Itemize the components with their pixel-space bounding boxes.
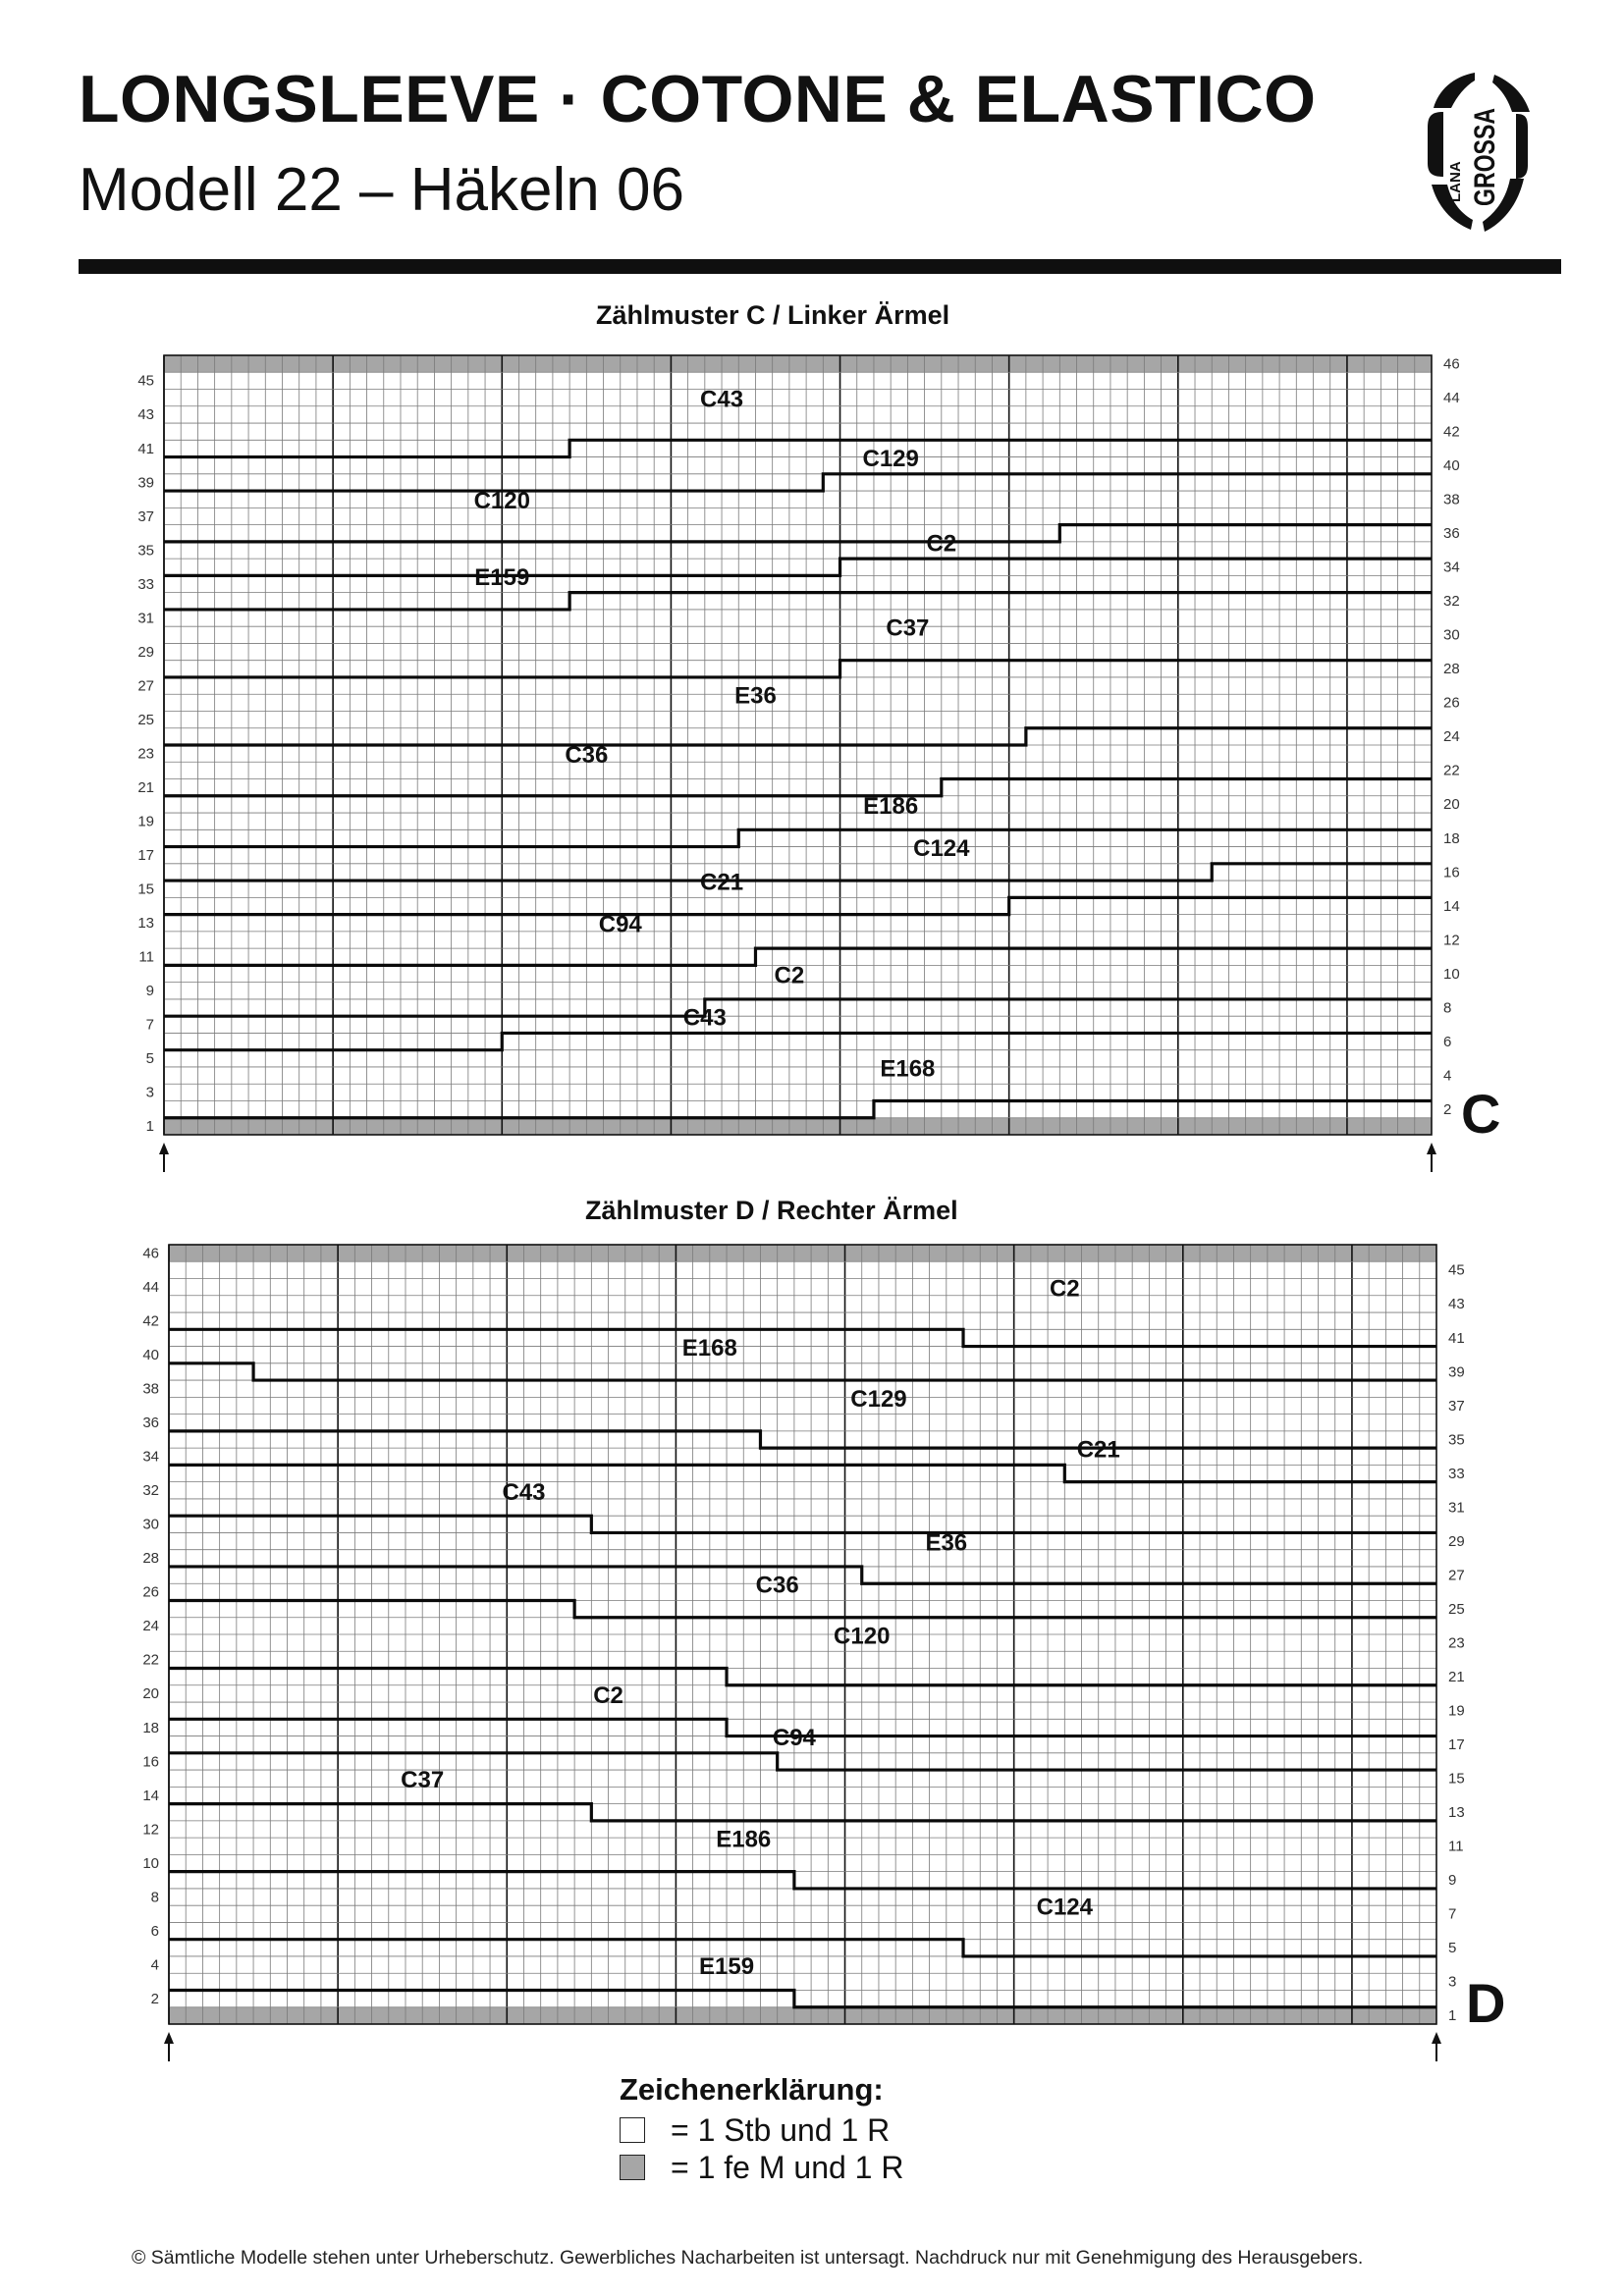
stripe-boundary-e159	[169, 1990, 1436, 2006]
row-number: 28	[1443, 661, 1460, 678]
row-number: 6	[150, 1922, 159, 1940]
stripe-boundary-e159	[164, 593, 1432, 610]
row-number: 5	[1448, 1940, 1457, 1957]
row-number: 26	[1443, 694, 1460, 712]
row-number: 4	[1443, 1067, 1452, 1085]
row-number: 14	[1443, 897, 1460, 915]
stripe-boundary-c37	[169, 1804, 1436, 1821]
stripe-boundary-c21	[164, 897, 1432, 914]
row-number: 32	[1443, 593, 1460, 611]
row-number: 46	[1443, 355, 1460, 373]
stripe-boundary-c129	[164, 474, 1432, 491]
row-number: 1	[145, 1118, 154, 1136]
row-number: 31	[137, 610, 154, 627]
stripe-label: E159	[474, 563, 530, 591]
copyright-footer: © Sämtliche Modelle stehen unter Urheberschutz. Gewerbliches Nacharbeiten ist untersagt. Nachdruck nur mit Genehmigung des Herausgebers.	[132, 2247, 1364, 2269]
stripe-boundary-c124	[169, 1940, 1436, 1956]
stripe-label: C43	[682, 1004, 727, 1032]
row-number: 2	[1443, 1100, 1452, 1118]
row-number: 30	[142, 1516, 159, 1533]
row-number: 9	[1448, 1872, 1457, 1890]
stripe-boundary-c43	[169, 1516, 1436, 1532]
stripe-label: C129	[862, 446, 919, 473]
stripe-boundary-c43	[164, 440, 1432, 456]
row-number: 37	[1448, 1397, 1465, 1415]
row-number: 36	[142, 1415, 159, 1432]
stripe-label: E159	[699, 1953, 755, 1981]
row-number: 15	[1448, 1770, 1465, 1788]
row-number: 42	[1443, 423, 1460, 441]
row-number: 30	[1443, 626, 1460, 644]
chart-c-heading: Zählmuster C / Linker Ärmel	[596, 300, 950, 330]
row-number: 27	[1448, 1567, 1465, 1584]
row-number: 8	[150, 1889, 159, 1906]
start-arrow-head	[1432, 2032, 1441, 2044]
page-subtitle: Modell 22 – Häkeln 06	[79, 156, 684, 224]
gray-row-46	[169, 1245, 1436, 1261]
row-number: 21	[137, 778, 154, 796]
row-number: 29	[137, 643, 154, 661]
row-number: 13	[137, 915, 154, 933]
row-number: 44	[142, 1278, 159, 1296]
row-number: 18	[1443, 829, 1460, 847]
row-number: 39	[137, 474, 154, 492]
row-number: 22	[1443, 762, 1460, 779]
chart-d-grid	[142, 1245, 1505, 2061]
row-number: 17	[137, 847, 154, 865]
gray-row-1	[164, 1118, 1432, 1135]
legend-swatch-white	[620, 2117, 645, 2143]
stripe-label: C124	[913, 835, 970, 863]
row-number: 2	[150, 1990, 159, 2007]
legend-text-fe-m: = 1 fe M und 1 R	[671, 2149, 904, 2185]
page-title: LONGSLEEVE · COTONE & ELASTICO	[79, 62, 1317, 136]
stripe-label: C2	[593, 1682, 623, 1709]
row-number: 33	[137, 575, 154, 593]
row-number: 35	[1448, 1431, 1465, 1449]
row-number: 42	[142, 1312, 159, 1330]
row-number: 36	[1443, 525, 1460, 543]
row-number: 31	[1448, 1499, 1465, 1517]
stripe-label: C94	[598, 911, 642, 938]
gray-row-46	[164, 355, 1432, 372]
chart-d-heading: Zählmuster D / Rechter Ärmel	[585, 1196, 958, 1225]
row-number: 7	[145, 1016, 154, 1034]
row-number: 25	[137, 711, 154, 728]
row-number: 25	[1448, 1600, 1465, 1618]
row-number: 15	[137, 881, 154, 898]
stripe-boundary-c2	[164, 559, 1432, 575]
row-number: 10	[1443, 965, 1460, 983]
stripe-boundary-c43	[164, 1033, 1432, 1049]
row-number: 26	[142, 1583, 159, 1601]
row-number: 29	[1448, 1532, 1465, 1550]
row-number: 45	[137, 372, 154, 390]
row-number: 19	[1448, 1702, 1465, 1720]
row-number: 11	[1448, 1838, 1464, 1855]
row-number: 19	[137, 813, 154, 830]
row-number: 32	[142, 1482, 159, 1500]
row-number: 9	[145, 983, 154, 1000]
stripe-label: C43	[502, 1478, 546, 1506]
row-number: 4	[150, 1956, 159, 1974]
row-number: 20	[1443, 796, 1460, 814]
gray-row-1	[169, 2007, 1436, 2024]
stripe-boundary-e168	[164, 1100, 1432, 1117]
row-number: 8	[1443, 999, 1452, 1017]
svg-text:LANA: LANA	[1447, 161, 1464, 202]
stripe-boundary-e186	[169, 1872, 1436, 1889]
stripe-label: C36	[755, 1572, 799, 1599]
row-number: 43	[137, 406, 154, 424]
row-number: 27	[137, 677, 154, 695]
stripe-boundary-c37	[164, 661, 1432, 677]
row-number: 35	[137, 542, 154, 560]
row-number: 33	[1448, 1465, 1465, 1482]
stripe-label: E168	[681, 1335, 737, 1362]
row-number: 41	[1448, 1329, 1465, 1347]
stripe-label: E168	[880, 1055, 936, 1083]
row-number: 16	[1443, 864, 1460, 881]
stripe-label: C36	[565, 742, 609, 770]
row-number: 41	[137, 440, 154, 457]
row-number: 45	[1448, 1261, 1465, 1279]
stripe-label: C2	[926, 530, 957, 558]
legend-item-stb	[620, 2111, 891, 2148]
stripe-boundary-c36	[169, 1600, 1436, 1617]
stripe-boundary-e36	[169, 1567, 1436, 1583]
row-number: 17	[1448, 1736, 1465, 1754]
stripe-boundary-c120	[164, 525, 1432, 542]
row-number: 34	[142, 1448, 159, 1466]
chart-letter-d: D	[1466, 1972, 1506, 2034]
stripe-label: C2	[774, 962, 805, 989]
row-number: 46	[142, 1245, 159, 1262]
row-number: 11	[138, 948, 154, 966]
start-arrow-head	[164, 2032, 174, 2044]
stripe-boundary-c120	[169, 1669, 1436, 1685]
svg-text:GROSSA: GROSSA	[1469, 78, 1501, 206]
row-number: 12	[1443, 932, 1460, 949]
stripe-boundary-c21	[169, 1465, 1436, 1481]
row-number: 1	[1448, 2007, 1457, 2025]
row-number: 43	[1448, 1296, 1465, 1313]
stripe-boundary-e186	[164, 829, 1432, 846]
stripe-label: E186	[716, 1826, 772, 1853]
legend-title: Zeichenerklärung:	[620, 2072, 884, 2107]
row-number: 10	[142, 1854, 159, 1872]
stripe-label: E36	[925, 1529, 968, 1557]
stripe-boundary-c2	[169, 1329, 1436, 1346]
row-number: 16	[142, 1753, 159, 1771]
stripe-label: C37	[886, 614, 930, 642]
start-arrow-head	[159, 1143, 169, 1154]
stripe-label: E36	[734, 682, 777, 710]
legend-text-stb: = 1 Stb und 1 R	[671, 2111, 891, 2148]
row-number: 44	[1443, 389, 1460, 406]
row-number: 24	[1443, 728, 1460, 746]
row-number: 7	[1448, 1905, 1457, 1923]
stripe-boundary-c2	[164, 999, 1432, 1016]
chart-letter-c: C	[1461, 1083, 1501, 1145]
stripe-label: C129	[850, 1385, 907, 1413]
row-number: 39	[1448, 1363, 1465, 1381]
stripe-boundary-e168	[169, 1363, 1436, 1380]
row-number: 23	[137, 745, 154, 763]
stripe-boundary-c124	[164, 864, 1432, 881]
row-number: 3	[145, 1084, 154, 1101]
stripe-label: C37	[401, 1767, 445, 1794]
legend-swatch-gray	[620, 2155, 645, 2180]
start-arrow-head	[1427, 1143, 1436, 1154]
stripe-boundary-c129	[169, 1431, 1436, 1448]
row-number: 38	[142, 1380, 159, 1398]
stripe-label: C124	[1036, 1894, 1093, 1921]
stripe-label: C21	[1076, 1436, 1120, 1464]
stripe-boundary-e36	[164, 728, 1432, 745]
legend-item-fe-m	[620, 2149, 904, 2185]
stripe-boundary-c94	[169, 1753, 1436, 1770]
row-number: 37	[137, 507, 154, 525]
row-number: 24	[142, 1618, 159, 1635]
row-number: 40	[142, 1347, 159, 1364]
row-number: 12	[142, 1821, 159, 1839]
chart-c-grid	[137, 355, 1500, 1172]
row-number: 6	[1443, 1033, 1452, 1050]
stripe-label: C43	[700, 386, 744, 413]
row-number: 38	[1443, 491, 1460, 508]
row-number: 14	[142, 1787, 159, 1804]
stripe-label: C2	[1049, 1275, 1080, 1303]
stripe-label: E186	[863, 792, 919, 820]
stripe-label: C94	[772, 1725, 816, 1752]
stripe-label: C120	[834, 1623, 891, 1650]
row-number: 13	[1448, 1804, 1465, 1822]
row-number: 23	[1448, 1634, 1465, 1652]
stripe-label: C21	[700, 869, 744, 896]
row-number: 34	[1443, 559, 1460, 576]
stripe-boundary-c36	[164, 779, 1432, 796]
stripe-label: C120	[473, 488, 530, 515]
row-number: 22	[142, 1651, 159, 1669]
row-number: 3	[1448, 1973, 1457, 1991]
row-number: 40	[1443, 457, 1460, 475]
row-number: 28	[142, 1550, 159, 1568]
row-number: 20	[142, 1685, 159, 1703]
row-number: 5	[145, 1050, 154, 1068]
row-number: 21	[1448, 1668, 1465, 1685]
row-number: 18	[142, 1719, 159, 1736]
